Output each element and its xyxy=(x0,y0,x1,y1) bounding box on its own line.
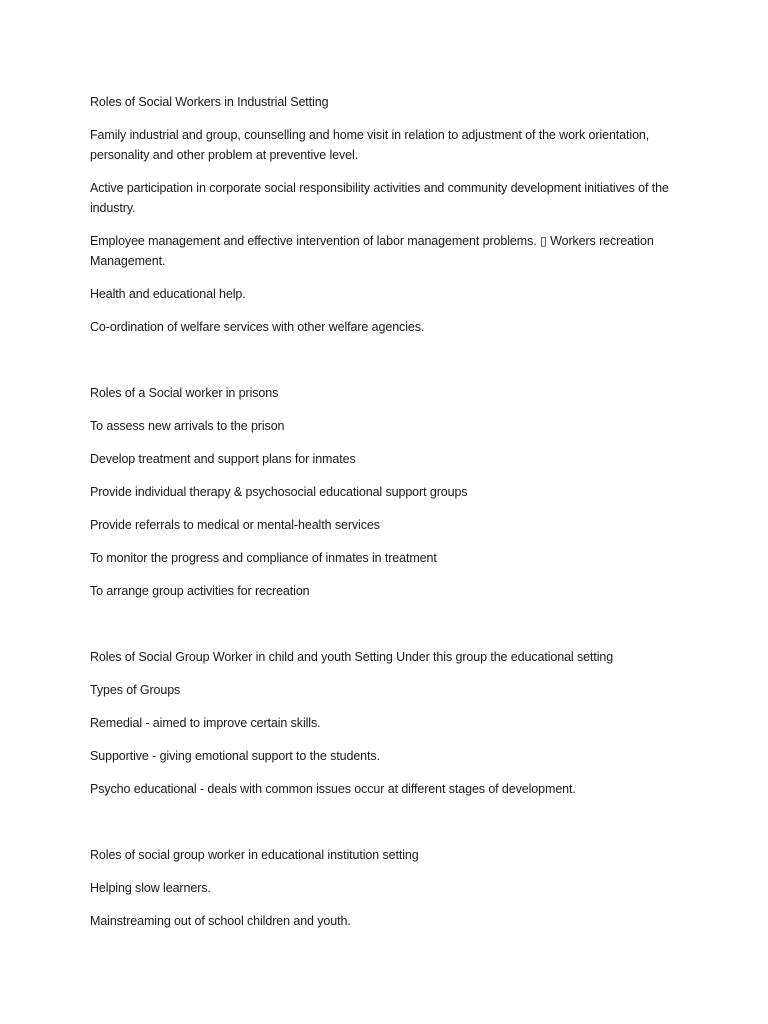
section-heading-educational-institution: Roles of social group worker in educational institution setting xyxy=(90,848,419,862)
paragraph: Psycho educational - deals with common issues occur at different stages of development. xyxy=(90,782,576,796)
document-page xyxy=(90,92,690,944)
section-heading-industrial: Roles of Social Workers in Industrial Setting xyxy=(90,95,329,109)
paragraph: Helping slow learners. xyxy=(90,881,211,895)
paragraph: To monitor the progress and compliance of inmates in treatment xyxy=(90,551,437,565)
paragraph: Develop treatment and support plans for inmates xyxy=(90,452,356,466)
paragraph: Active participation in corporate social responsibility activities and community development initiatives of the industry. xyxy=(90,181,669,215)
paragraph: Health and educational help. xyxy=(90,287,246,301)
paragraph: To assess new arrivals to the prison xyxy=(90,419,285,433)
paragraph: Mainstreaming out of school children and youth. xyxy=(90,914,351,928)
paragraph: Employee management and effective intervention of labor management problems. ▯ Workers recreation Management. xyxy=(90,234,654,268)
paragraph: Co-ordination of welfare services with other welfare agencies. xyxy=(90,320,425,334)
paragraph: To arrange group activities for recreation xyxy=(90,584,310,598)
section-heading-child-youth: Roles of Social Group Worker in child and youth Setting Under this group the educational setting xyxy=(90,650,614,664)
paragraph: Provide referrals to medical or mental-health services xyxy=(90,518,380,532)
paragraph: Family industrial and group, counselling and home visit in relation to adjustment of the work orientation, personality and other problem at preventive level. xyxy=(90,128,650,162)
paragraph: Remedial - aimed to improve certain skills. xyxy=(90,716,321,730)
paragraph: Types of Groups xyxy=(90,683,181,697)
paragraph: Supportive - giving emotional support to the students. xyxy=(90,749,380,763)
section-spacer xyxy=(90,350,690,383)
section-heading-prisons: Roles of a Social worker in prisons xyxy=(90,386,279,400)
section-spacer xyxy=(90,812,690,845)
paragraph: Provide individual therapy & psychosocial educational support groups xyxy=(90,485,468,499)
section-spacer xyxy=(90,614,690,647)
